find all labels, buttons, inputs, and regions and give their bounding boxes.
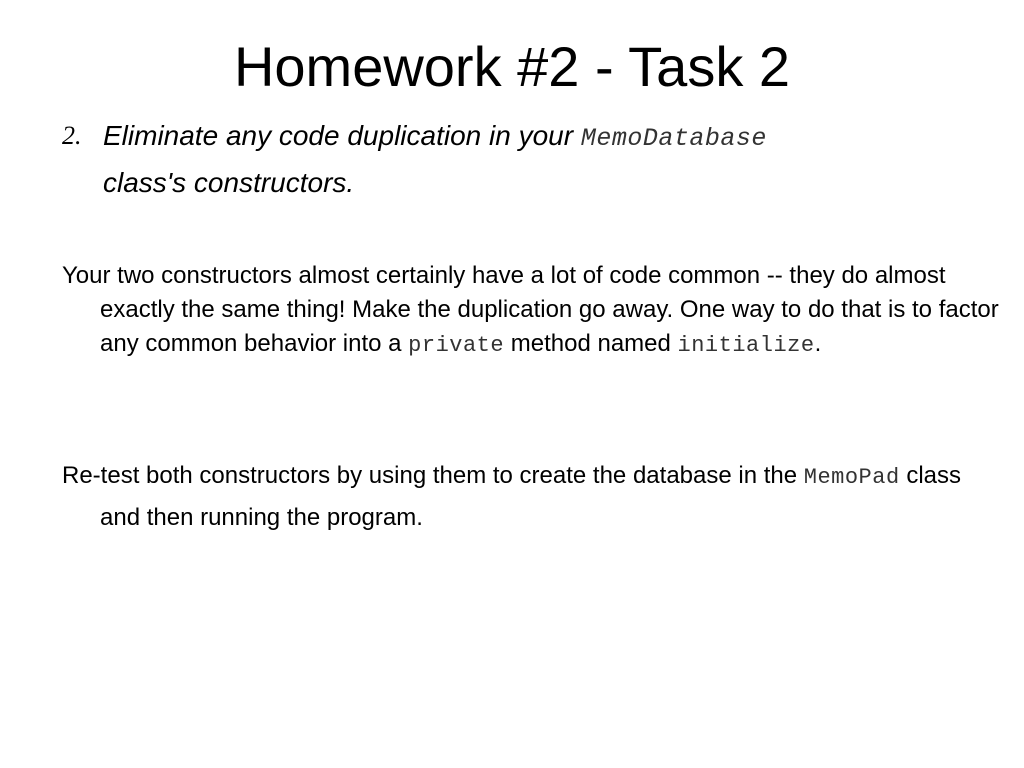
paragraph1-keyword: private (408, 333, 505, 358)
task-text-before: Eliminate any code duplication in your (103, 120, 581, 151)
paragraph1-text-after: . (814, 330, 822, 357)
paragraph1-text-before: Your two constructors almost certainly have a lot of code common -- they do almost exactly the same thing! Make the duplication go away. One way to do that is to factor any common behavior into a (62, 262, 999, 357)
task-text (103, 114, 962, 205)
task-text-after: class's constructors. (103, 167, 355, 198)
paragraph-constructors (62, 259, 1000, 363)
paragraph1-text-middle: method named (504, 330, 678, 357)
task-class-name: MemoDatabase (580, 124, 767, 153)
task-number: 2. (62, 121, 82, 150)
paragraph2-text-after: class and then running the program. (100, 462, 962, 531)
paragraph1-method-name: initialize (677, 333, 815, 358)
task-item (62, 114, 962, 205)
paragraph2-class-name: MemoPad (803, 465, 900, 490)
slide-title: Homework #2 - Task 2 (233, 35, 791, 98)
paragraph-retest (62, 456, 1000, 538)
paragraph2-text-before: Re-test both constructors by using them to create the database in the (62, 462, 804, 489)
